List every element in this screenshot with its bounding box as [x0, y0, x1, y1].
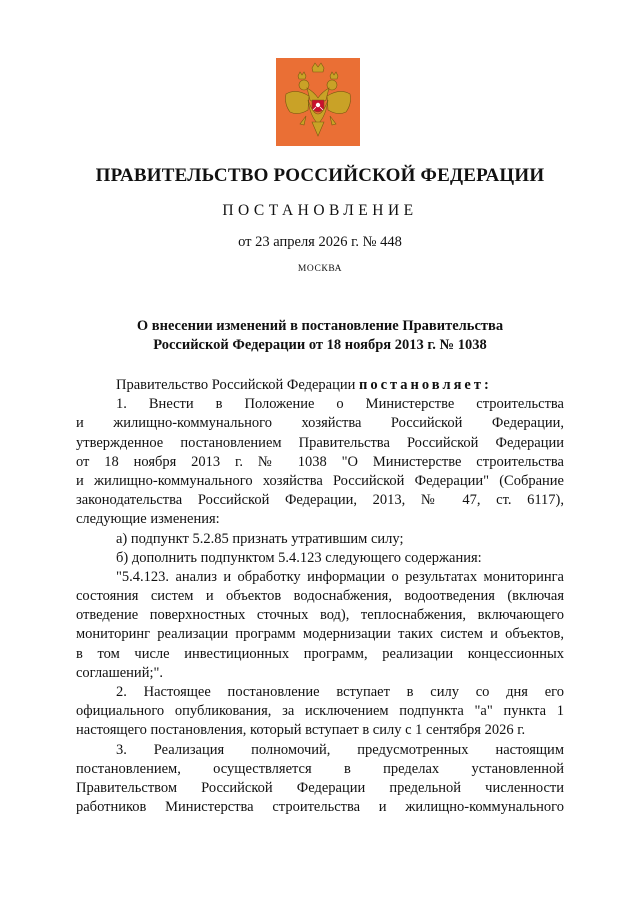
body-line: в том числе инвестиционных программ, реализации концессионных [76, 645, 564, 662]
intro-decree-verb: постановляет: [358, 377, 492, 393]
body-line: официального опубликования, за исключением подпункта "а" пункта 1 [76, 703, 564, 720]
document-type: ПОСТАНОВЛЕНИЕ [222, 202, 418, 219]
body-line: состояния систем и объектов водоснабжения, водоотведения (включая [76, 588, 564, 605]
intro-text: Правительство Российской Федерации [116, 377, 359, 393]
body-line: настоящего постановления, который вступает в силу с 1 сентября 2026 г. [76, 722, 526, 739]
body-line: 2. Настоящее постановление вступает в силу со дня его [116, 684, 564, 700]
coat-of-arms-icon [276, 58, 360, 146]
body-line: работников Министерства строительства и жилищно-коммунального [76, 799, 564, 816]
document-date-number: от 23 апреля 2026 г. № 448 [238, 234, 402, 250]
body-line: "5.4.123. анализ и обработку информации о результатах мониторинга [116, 568, 564, 585]
body-line: а) подпункт 5.2.85 признать утратившим силу; [116, 530, 404, 547]
body-line: Правительством Российской Федерации предельной численности [76, 779, 564, 796]
document-body [76, 376, 564, 817]
intro-paragraph [76, 376, 564, 395]
body-line: постановлением, осуществляется в пределах установленной [76, 760, 564, 777]
document-city: МОСКВА [297, 264, 343, 274]
body-line: и жилищно-коммунального хозяйства Российской Федерации" (Собрание [76, 472, 564, 489]
body-line: 3. Реализация полномочий, предусмотренных настоящим [116, 741, 564, 758]
body-line: утвержденное постановлением Правительства Российской Федерации [76, 434, 564, 451]
government-title: ПРАВИТЕЛЬСТВО РОССИЙСКОЙ ФЕДЕРАЦИИ [95, 165, 545, 186]
document-subject [0, 317, 640, 355]
body-line: законодательства Российской Федерации, 2013, № 47, ст. 6117), [76, 492, 564, 509]
body-line: мониторинг реализации программ модернизации таких систем и объектов, [76, 626, 564, 643]
body-line: отведение поверхностных сточных вод), теплоснабжения, включающего [76, 607, 564, 624]
body-line: б) дополнить подпунктом 5.4.123 следующего содержания: [116, 549, 482, 566]
body-line: и жилищно-коммунального хозяйства Российской Федерации, [76, 415, 564, 432]
subject-line: Российской Федерации от 18 ноября 2013 г. № 1038 [153, 337, 487, 353]
body-line: следующие изменения: [76, 511, 220, 528]
body-line: 1. Внести в Положение о Министерстве строительства [116, 396, 564, 413]
body-line: от 18 ноября 2013 г. № 1038 "О Министерстве строительства [76, 453, 564, 470]
body-line: соглашений;". [76, 664, 164, 681]
subject-line: О внесении изменений в постановление Правительства [136, 318, 504, 334]
